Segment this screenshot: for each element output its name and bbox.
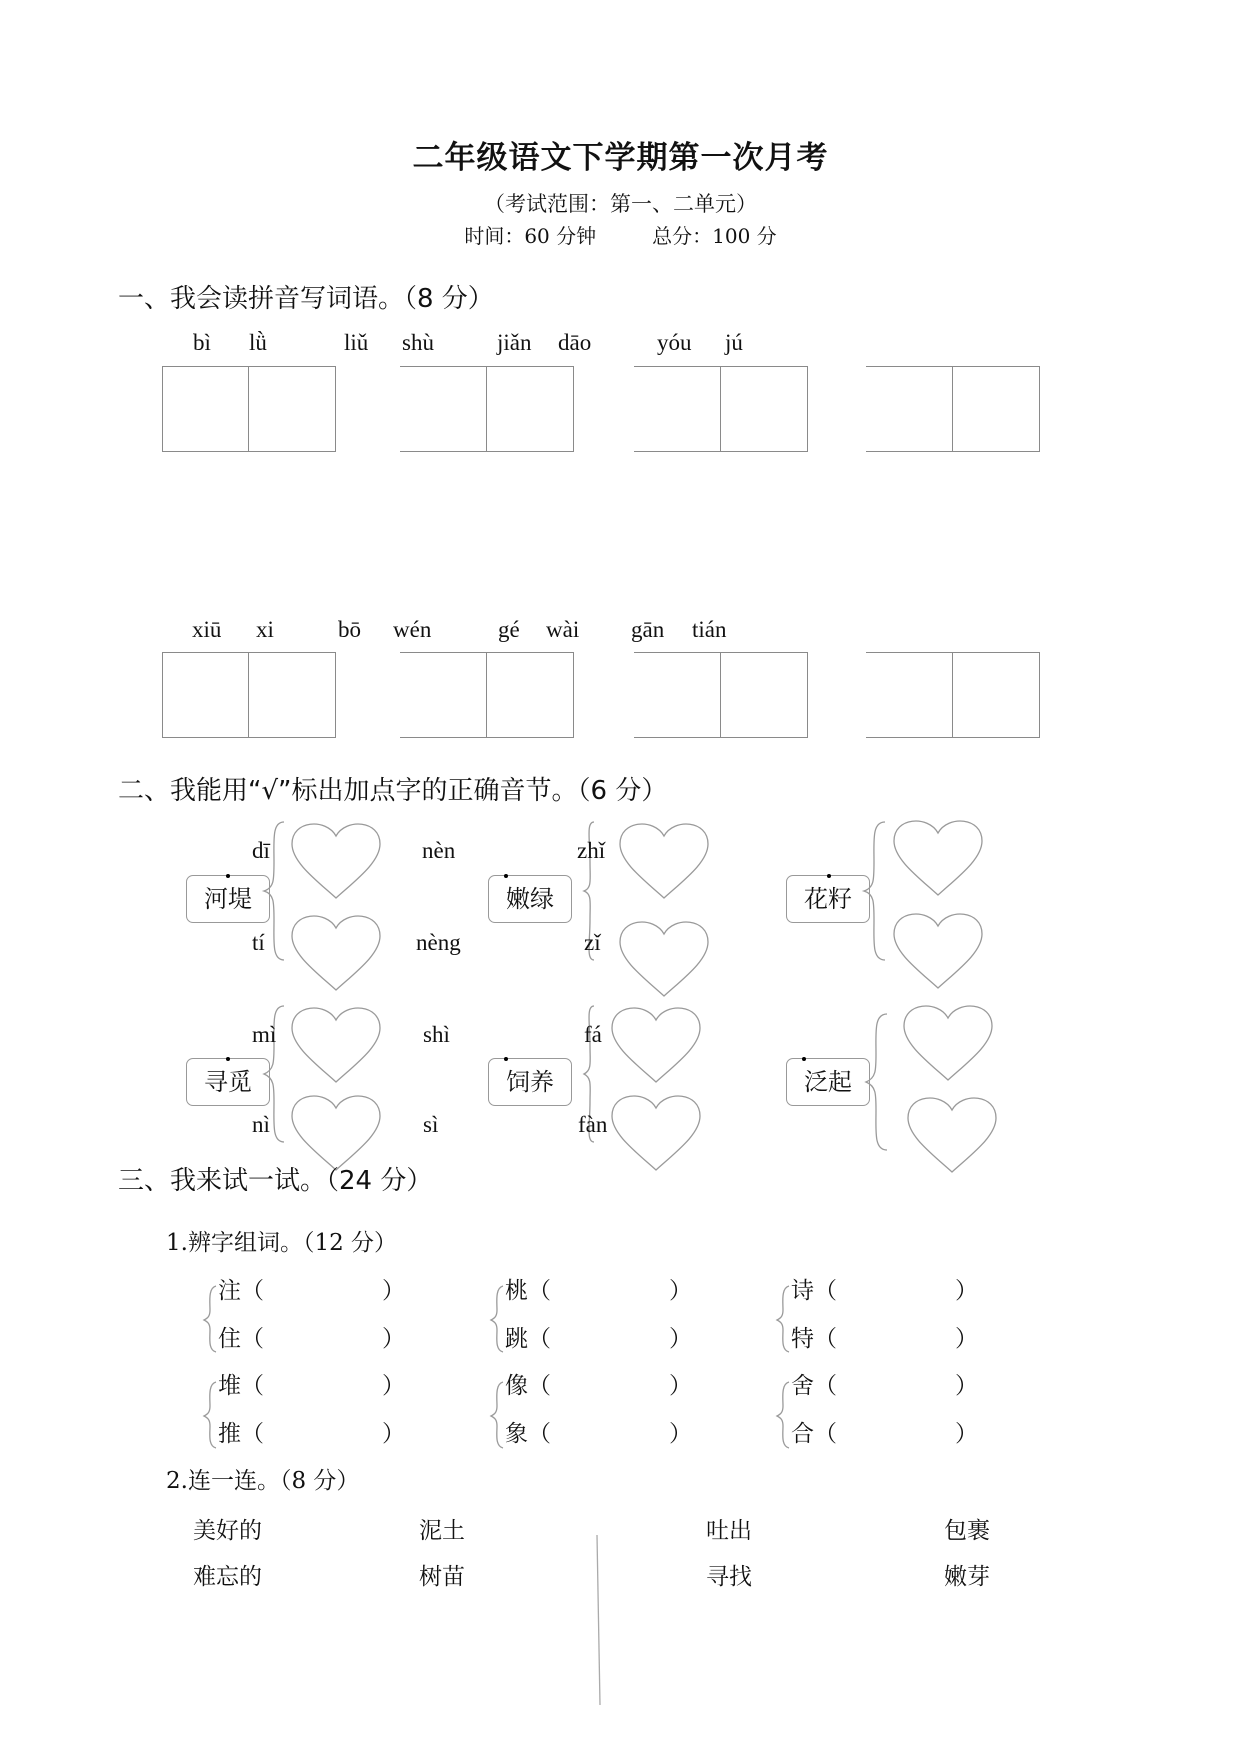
- pinyin: wài: [546, 617, 580, 642]
- q1-label: 1.辨字组词。（12 分）: [166, 1230, 398, 1256]
- pinyin: jú: [725, 330, 743, 355]
- char-item: 推（: [218, 1421, 264, 1447]
- pinyin: xiū: [192, 617, 222, 642]
- close-paren: ）: [669, 1326, 692, 1352]
- section3-heading: 三、我来试一试。（24 分）: [118, 1166, 433, 1196]
- char-item: 住（: [218, 1326, 264, 1352]
- close-paren: ）: [669, 1373, 692, 1399]
- char-item: 注（: [218, 1278, 264, 1304]
- emphasis-dot: [226, 874, 230, 878]
- match-word[interactable]: 包裹: [944, 1518, 990, 1544]
- pinyin: liǔ: [344, 330, 369, 355]
- char-item: 跳（: [505, 1326, 551, 1352]
- section2-heading: 二、我能用“√”标出加点字的正确音节。（6 分）: [118, 776, 668, 806]
- char-item: 舍（: [791, 1373, 837, 1399]
- close-paren: ）: [382, 1278, 405, 1304]
- pinyin: gān: [631, 617, 665, 642]
- pinyin-option: nì: [252, 1112, 270, 1137]
- char-item: 合（: [791, 1421, 837, 1447]
- word-box: 饲养: [488, 1058, 572, 1106]
- char-item: 桃（: [505, 1278, 551, 1304]
- word-box: 泛起: [786, 1058, 870, 1106]
- pinyin: xi: [256, 617, 274, 642]
- pinyin-option: fá: [584, 1022, 602, 1047]
- pinyin-option: mì: [252, 1022, 277, 1047]
- pinyin: bì: [193, 330, 211, 355]
- pinyin: tián: [692, 617, 727, 642]
- page-title: 二年级语文下学期第一次月考: [412, 140, 829, 176]
- pinyin-option: nèng: [416, 930, 461, 955]
- pinyin-option: shì: [423, 1022, 450, 1047]
- emphasis-dot: [802, 1057, 806, 1061]
- pinyin: jiǎn: [497, 330, 532, 355]
- pinyin: bō: [338, 617, 361, 642]
- char-item: 像（: [505, 1373, 551, 1399]
- pinyin-option: sì: [423, 1112, 439, 1137]
- pinyin-option: zǐ: [584, 930, 601, 955]
- exam-scope: （考试范围：第一、二单元）: [484, 192, 757, 216]
- section1-heading: 一、我会读拼音写词语。（8 分）: [118, 284, 494, 314]
- close-paren: ）: [955, 1373, 978, 1399]
- exam-total-score: 总分：100 分: [652, 224, 777, 248]
- char-item: 象（: [505, 1421, 551, 1447]
- match-word[interactable]: 泥土: [419, 1518, 465, 1544]
- word-box: 寻觅: [186, 1058, 270, 1106]
- pinyin: lǜ: [249, 330, 267, 355]
- char-item: 特（: [791, 1326, 837, 1352]
- pinyin: wén: [393, 617, 432, 642]
- pinyin-option: nèn: [422, 838, 456, 863]
- close-paren: ）: [955, 1421, 978, 1447]
- pinyin: shù: [402, 330, 434, 355]
- match-word[interactable]: 美好的: [193, 1518, 262, 1544]
- char-item: 堆（: [218, 1373, 264, 1399]
- pinyin: gé: [498, 617, 520, 642]
- emphasis-dot: [504, 874, 508, 878]
- pinyin-option: tí: [252, 930, 265, 955]
- close-paren: ）: [669, 1278, 692, 1304]
- char-item: 诗（: [791, 1278, 837, 1304]
- match-word[interactable]: 嫩芽: [944, 1564, 990, 1590]
- exam-time: 时间：60 分钟: [464, 224, 597, 248]
- close-paren: ）: [382, 1373, 405, 1399]
- word-box: 河堤: [186, 875, 270, 923]
- emphasis-dot: [226, 1057, 230, 1061]
- close-paren: ）: [382, 1326, 405, 1352]
- match-word[interactable]: 树苗: [419, 1564, 465, 1590]
- emphasis-dot: [827, 874, 831, 878]
- word-box: 花籽: [786, 875, 870, 923]
- match-word[interactable]: 寻找: [706, 1564, 752, 1590]
- pinyin: yóu: [657, 330, 692, 355]
- match-word[interactable]: 难忘的: [193, 1564, 262, 1590]
- pinyin-option: dī: [252, 838, 270, 863]
- q2-label: 2.连一连。（8 分）: [166, 1468, 360, 1494]
- pinyin: dāo: [558, 330, 592, 355]
- pinyin-option: fàn: [578, 1112, 608, 1137]
- close-paren: ）: [955, 1326, 978, 1352]
- match-word[interactable]: 吐出: [706, 1518, 752, 1544]
- emphasis-dot: [504, 1057, 508, 1061]
- close-paren: ）: [382, 1421, 405, 1447]
- pinyin-option: zhǐ: [577, 838, 606, 863]
- close-paren: ）: [955, 1278, 978, 1304]
- close-paren: ）: [669, 1421, 692, 1447]
- word-box: 嫩绿: [488, 875, 572, 923]
